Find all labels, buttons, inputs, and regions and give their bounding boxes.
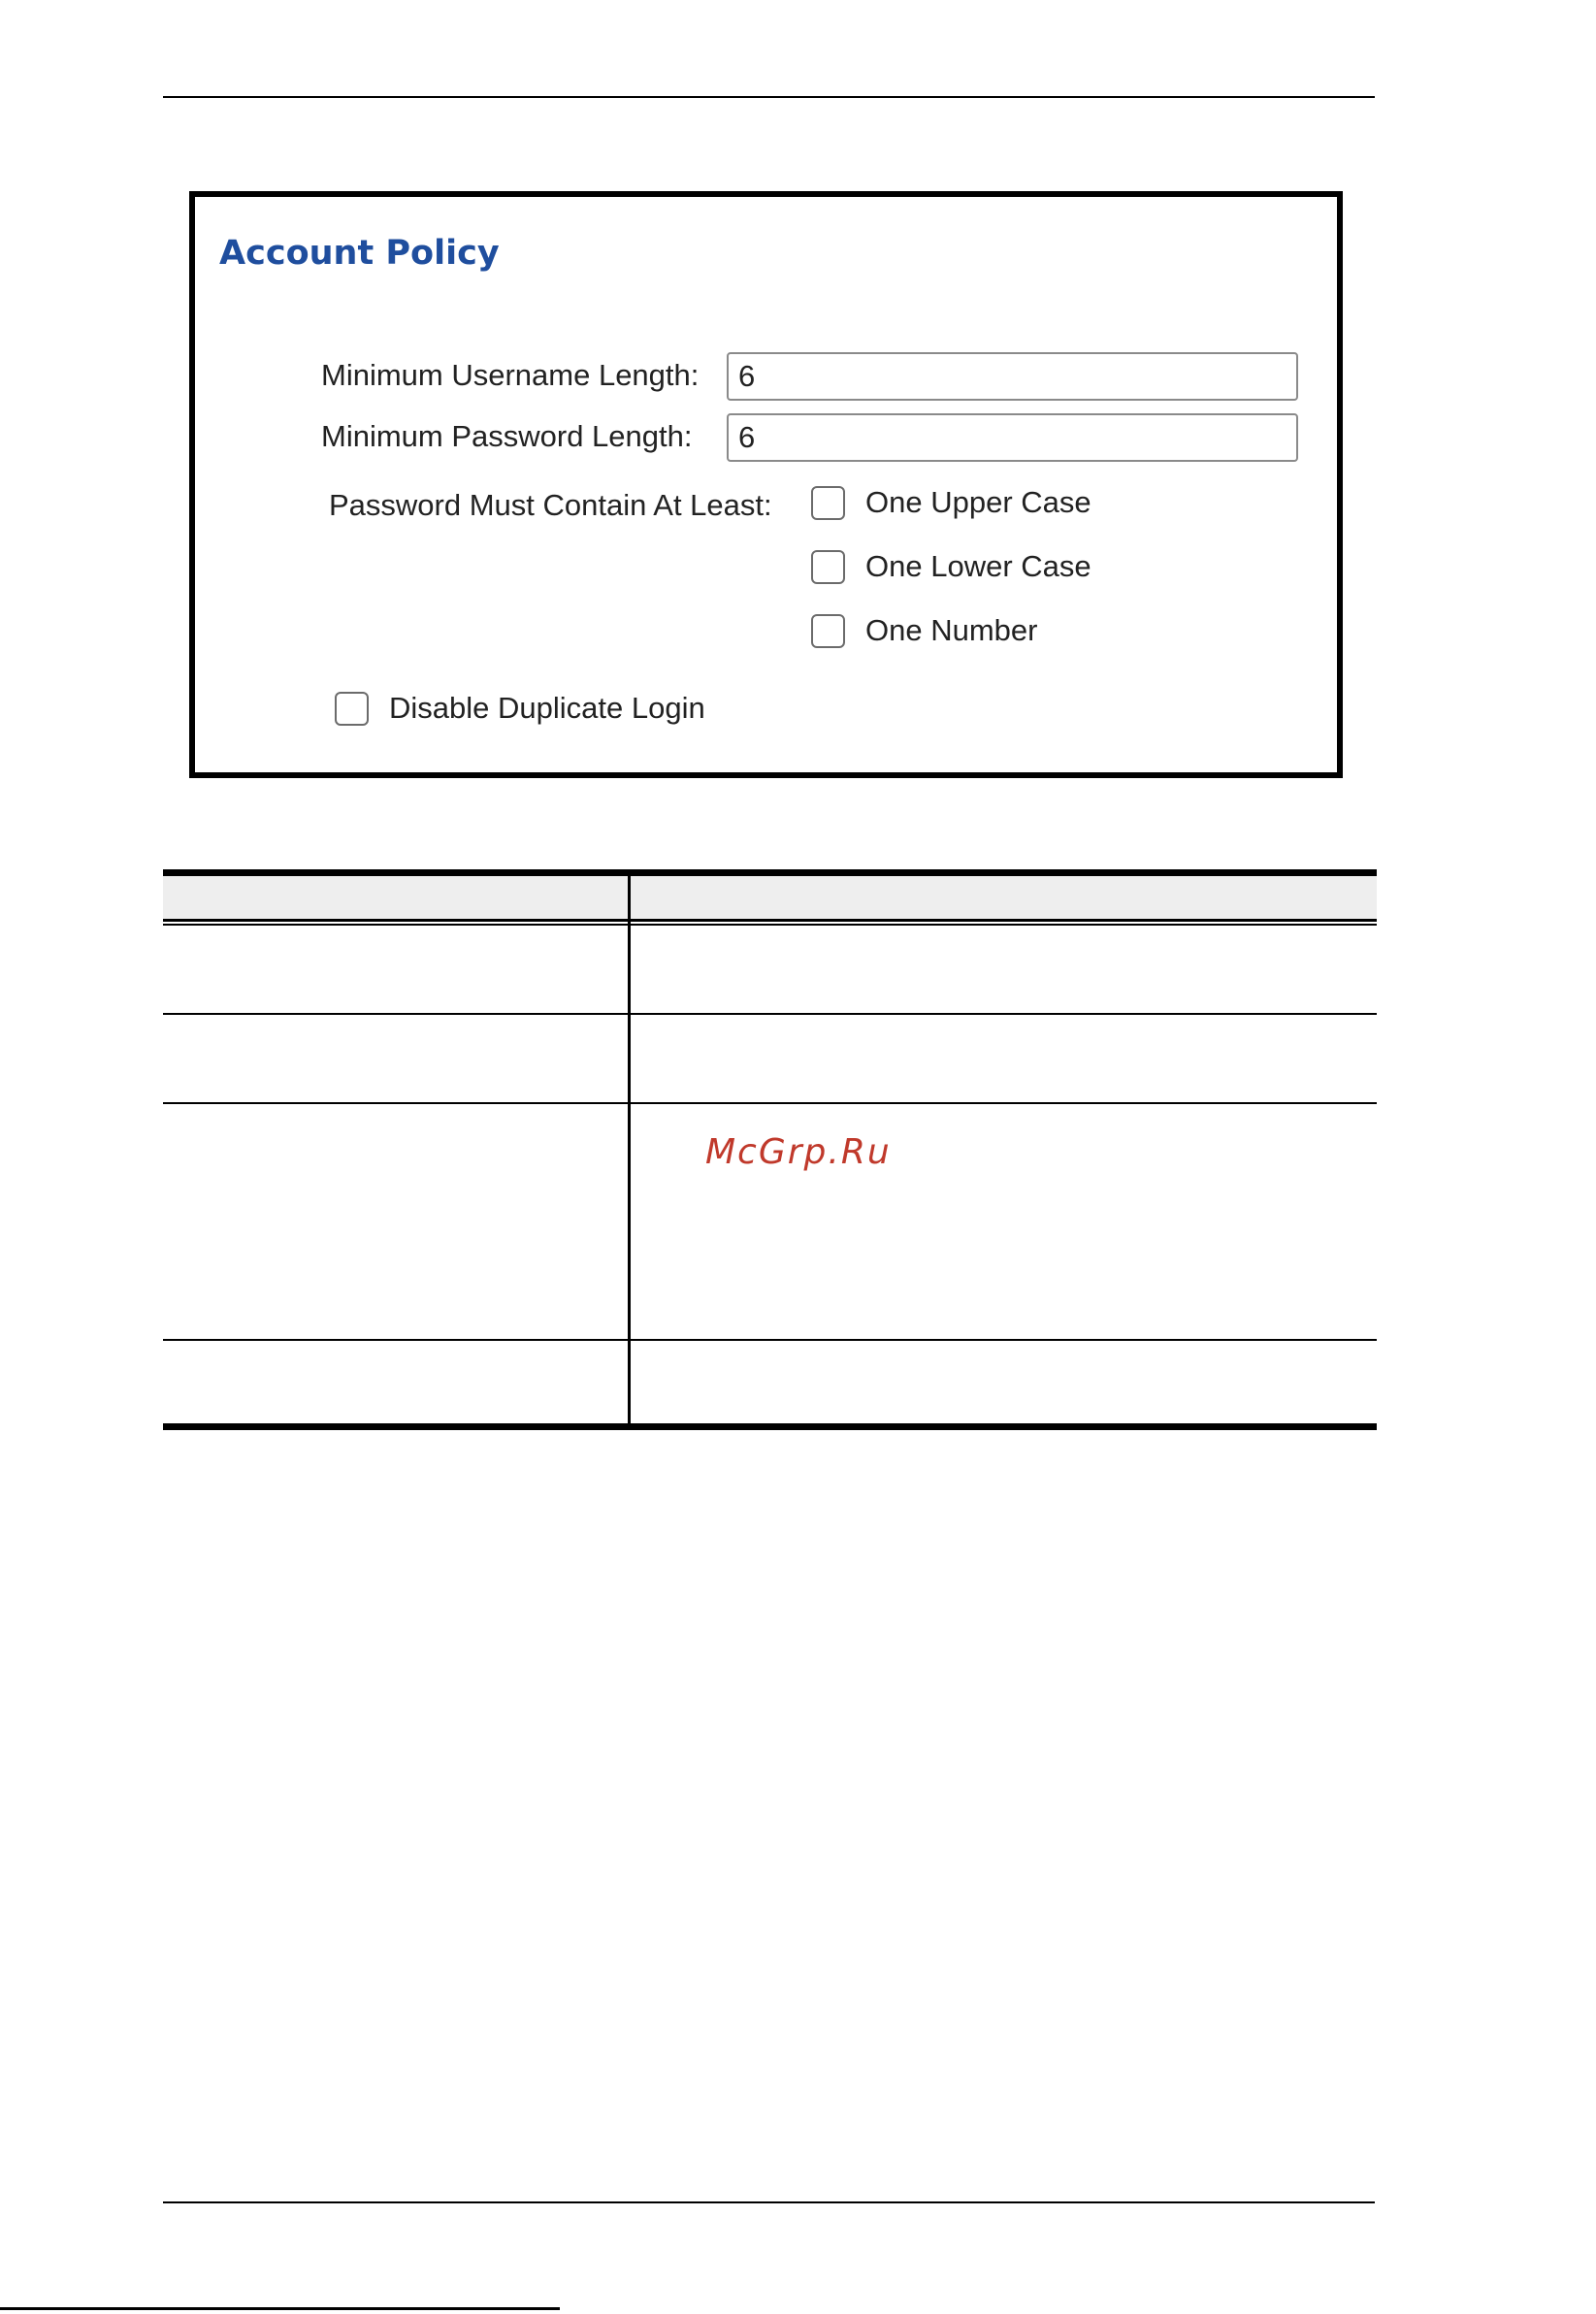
page-header-rule	[163, 96, 1375, 98]
option-disable-duplicate-login[interactable]	[335, 691, 705, 726]
account-policy-panel	[189, 191, 1343, 778]
table-header	[163, 876, 1377, 919]
min-username-label: Minimum Username Length:	[321, 358, 700, 392]
password-contain-label: Password Must Contain At Least:	[329, 488, 772, 522]
page-edge-rule	[0, 2307, 560, 2310]
min-password-label: Minimum Password Length:	[321, 419, 693, 453]
min-username-input[interactable]	[727, 352, 1298, 401]
table-header-rule	[163, 919, 1377, 922]
lower-case-label: One Lower Case	[865, 549, 1091, 583]
table-row-divider	[163, 1013, 1377, 1015]
table-column-divider	[628, 876, 631, 1426]
table-row-divider	[163, 1102, 1377, 1104]
option-lower-case[interactable]	[811, 549, 1091, 584]
upper-case-label: One Upper Case	[865, 485, 1091, 519]
panel-title: Account Policy	[219, 234, 500, 273]
table-top-rule	[163, 869, 1377, 876]
option-upper-case[interactable]	[811, 485, 1091, 520]
watermark: McGrp.Ru	[705, 1132, 892, 1172]
upper-case-checkbox[interactable]	[811, 486, 845, 520]
page-footer-rule	[163, 2201, 1375, 2203]
option-number[interactable]	[811, 613, 1037, 648]
number-label: One Number	[865, 613, 1038, 647]
table-row-divider	[163, 1339, 1377, 1341]
min-password-input[interactable]	[727, 413, 1298, 462]
table-header-rule	[163, 924, 1377, 926]
disable-duplicate-login-checkbox[interactable]	[335, 692, 369, 726]
number-checkbox[interactable]	[811, 614, 845, 648]
lower-case-checkbox[interactable]	[811, 550, 845, 584]
disable-duplicate-login-label: Disable Duplicate Login	[389, 691, 705, 725]
table-bottom-rule	[163, 1423, 1377, 1430]
